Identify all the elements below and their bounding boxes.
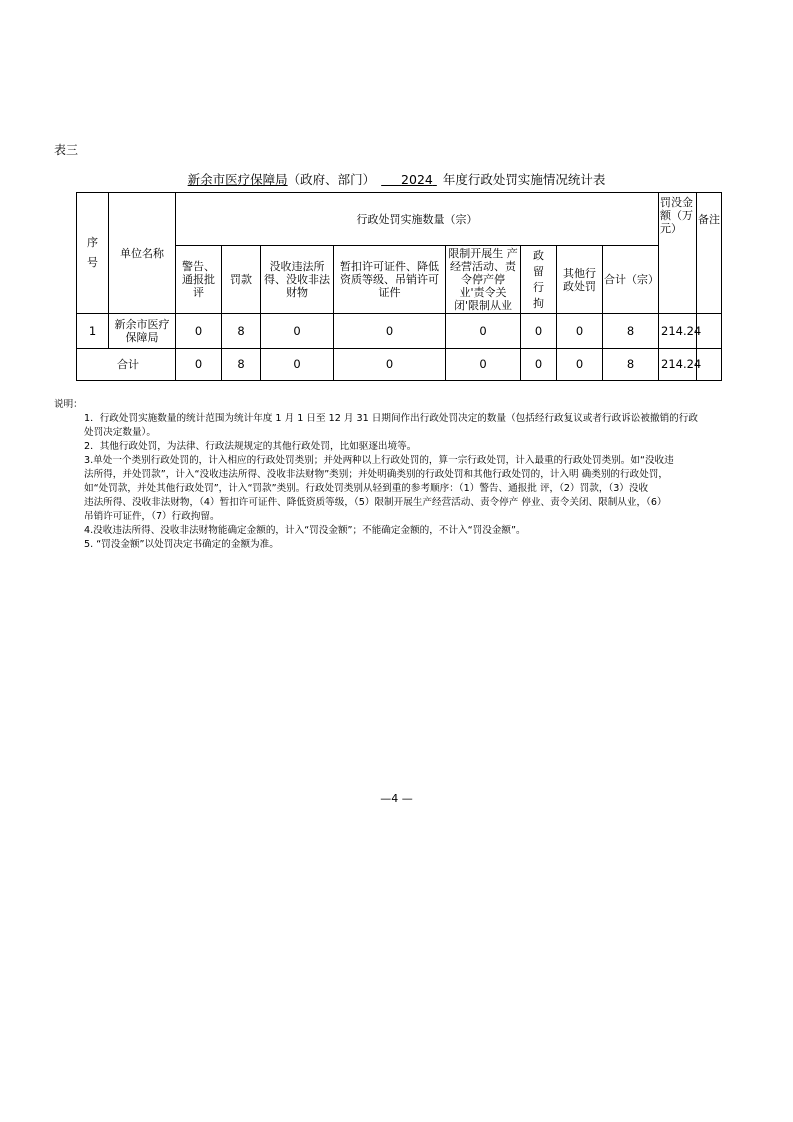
header-penalty-count: 行政处罚实施数量（宗） — [176, 193, 659, 246]
row-other: 0 — [557, 314, 603, 349]
header-unit: 单位名称 — [109, 193, 176, 314]
document-title — [0, 172, 793, 187]
header-warning: 警告、通报批评 — [176, 246, 222, 314]
note-3-continued: 吊销许可证件，（7）行政拘留。 — [84, 511, 220, 522]
table-label: 表三 — [54, 143, 79, 157]
header-confiscate: 没收违法所得、没收非法财物 — [261, 246, 334, 314]
header-total: 合计（宗） — [603, 246, 659, 314]
note-1-continued: 处罚决定数量）。 — [84, 427, 156, 438]
total-amount: 214.24 — [659, 349, 697, 381]
row-seq: 1 — [77, 314, 109, 349]
total-other: 0 — [557, 349, 603, 381]
note-5: 5. “罚没金额”以处罚决定书确定的金额为准。 — [84, 539, 279, 550]
total-row — [77, 349, 722, 381]
note-1: 1．行政处罚实施数量的统计范围为统计年度 1 月 1 日至 12 月 31 日期间作出行政处罚决定的数量（包括经行政复议或者行政诉讼被撤销的行政 — [84, 413, 698, 424]
note-3: 3.单处一个类别行政处罚的，计入相应的行政处罚类别；并处两种以上行政处罚的，算一宗行政处罚，计入最重的行政处罚类别。如“没收违 — [84, 455, 674, 466]
total-restrict: 0 — [446, 349, 521, 381]
table-row — [77, 314, 722, 349]
note-3-continued: 违法所得、没收非法财物，（4）暂扣许可证件、降低资质等级，（5）限制开展生产经营活动、责令停产 停业、责令关闭、限制从业，（6） — [84, 497, 667, 508]
note-3-continued: 法所得，并处罚款”，计入“没收违法所得、没收非法财物”类别；并处明确类别的行政处罚和其他行政处罚的，计入明 确类别的行政处罚， — [84, 469, 668, 480]
total-label: 合计 — [77, 349, 176, 381]
row-detention: 0 — [521, 314, 557, 349]
header-restrict: 限制开展生 产经营活动、责令停产停 业'责令关 闭'限制从业 — [446, 246, 521, 314]
page-number: —4 — — [380, 792, 413, 805]
total-detention: 0 — [521, 349, 557, 381]
title-year: 2024 — [401, 172, 433, 187]
header-suspend: 暂扣许可证件、降低资质等级、吊销许可证件 — [334, 246, 446, 314]
header-amount: 罚没金额（万元） — [659, 193, 697, 314]
row-fine: 8 — [222, 314, 261, 349]
row-total: 8 — [603, 314, 659, 349]
note-3-continued: 如“处罚款，并处其他行政处罚”，计入“罚款”类别。行政处罚类别从轻到重的参考顺序：（1）警告、通报批 评，（2）罚款，（3）没收 — [84, 483, 649, 494]
header-seq: 序号 — [77, 193, 109, 314]
row-restrict: 0 — [446, 314, 521, 349]
penalty-statistics-table — [76, 192, 722, 381]
total-suspend: 0 — [334, 349, 446, 381]
row-unit: 新余市医疗保障局 — [109, 314, 176, 349]
header-fine: 罚款 — [222, 246, 261, 314]
row-confiscate: 0 — [261, 314, 334, 349]
total-confiscate: 0 — [261, 349, 334, 381]
total-warning: 0 — [176, 349, 222, 381]
note-4: 4.没收违法所得、没收非法财物能确定金额的，计入“罚没金额”；不能确定金额的，不计入“罚没金额”。 — [84, 525, 526, 536]
title-agency: 新余市医疗保障局 — [187, 172, 288, 187]
note-2: 2．其他行政处罚，为法律、行政法规规定的其他行政处罚，比如驱逐出境等。 — [84, 441, 417, 452]
title-paren: （政府、部门） — [287, 172, 376, 187]
notes-heading: 说明： — [54, 399, 83, 410]
notes-section — [54, 398, 734, 552]
header-detention: 政留行拘 — [521, 246, 557, 314]
header-other: 其他行政处罚 — [557, 246, 603, 314]
header-remarks: 备注 — [697, 193, 722, 314]
row-warning: 0 — [176, 314, 222, 349]
row-amount: 214.24 — [659, 314, 697, 349]
total-fine: 8 — [222, 349, 261, 381]
title-suffix: 年度行政处罚实施情况统计表 — [442, 172, 606, 187]
total-total: 8 — [603, 349, 659, 381]
row-suspend: 0 — [334, 314, 446, 349]
header-row-1 — [77, 193, 722, 246]
